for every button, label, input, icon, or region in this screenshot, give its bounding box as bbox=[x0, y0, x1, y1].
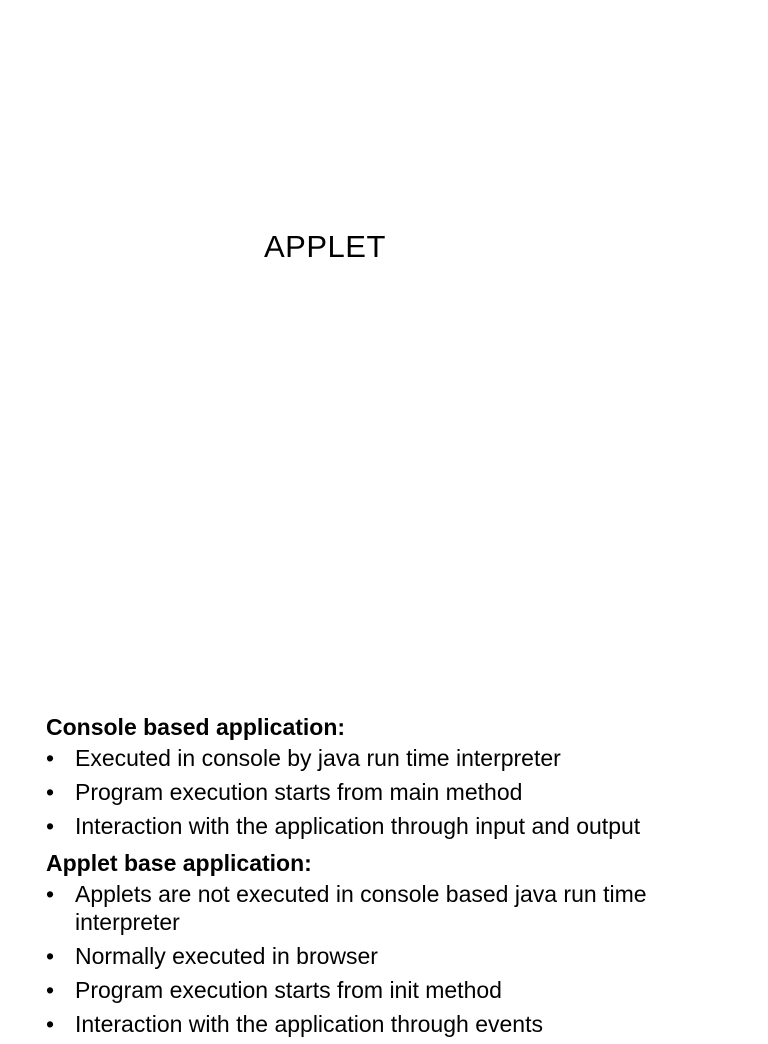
bullet-list bbox=[46, 744, 746, 840]
list-item bbox=[46, 1010, 746, 1038]
list-item bbox=[46, 976, 746, 1004]
section-heading: Applet base application: bbox=[46, 850, 312, 876]
list-item-text: Program execution starts from main method bbox=[75, 779, 523, 805]
list-item-text: Applets are not executed in console based java run time interpreter bbox=[75, 881, 647, 935]
list-item bbox=[46, 778, 746, 806]
section-applet-based bbox=[46, 846, 746, 1038]
slide-content bbox=[46, 710, 746, 1044]
slide-title: APPLET bbox=[264, 229, 386, 264]
bullet-icon: • bbox=[46, 977, 55, 1003]
bullet-icon: • bbox=[46, 745, 55, 771]
list-item-text: Interaction with the application through events bbox=[75, 1011, 543, 1037]
bullet-icon: • bbox=[46, 1011, 55, 1037]
list-item-text: Interaction with the application through input and output bbox=[75, 813, 641, 839]
list-item bbox=[46, 942, 746, 970]
list-item-text: Executed in console by java run time interpreter bbox=[75, 745, 561, 771]
list-item bbox=[46, 880, 746, 936]
bullet-icon: • bbox=[46, 813, 55, 839]
bullet-icon: • bbox=[46, 943, 55, 969]
list-item-text: Normally executed in browser bbox=[75, 943, 378, 969]
list-item bbox=[46, 744, 746, 772]
list-item bbox=[46, 812, 746, 840]
bullet-icon: • bbox=[46, 779, 55, 805]
bullet-icon: • bbox=[46, 881, 55, 907]
bullet-list bbox=[46, 880, 746, 1038]
list-item-text: Program execution starts from init method bbox=[75, 977, 502, 1003]
section-console-based bbox=[46, 710, 746, 840]
section-heading: Console based application: bbox=[46, 714, 346, 740]
